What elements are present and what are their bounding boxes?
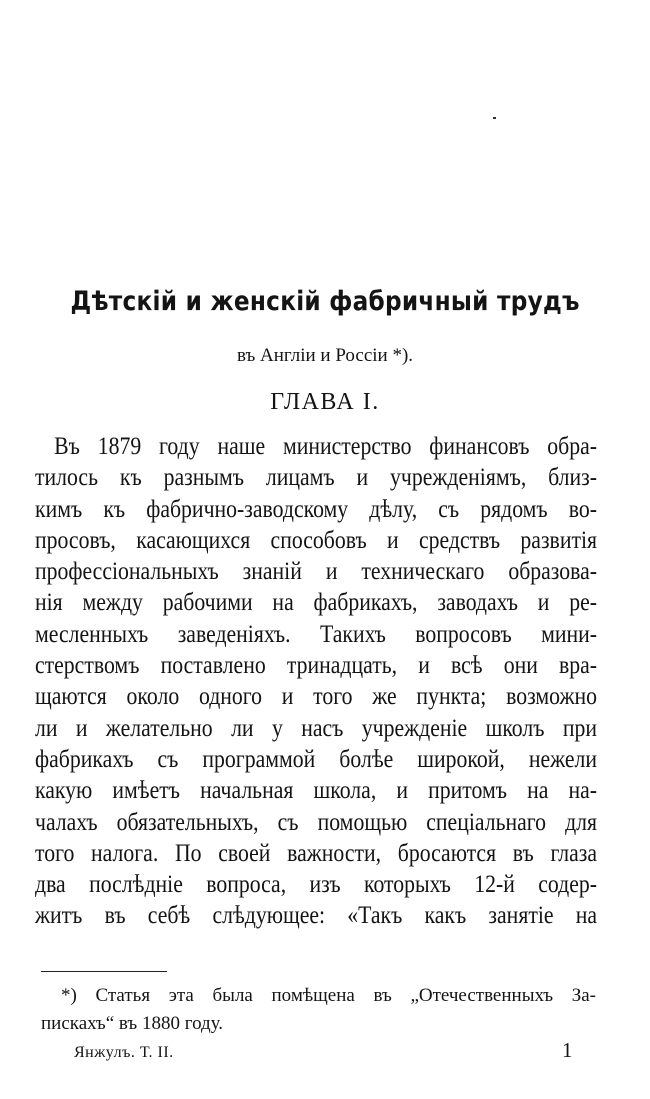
body-line: месленныхъ заведеніяхъ. Такихъ вопросовъ мини-	[35, 620, 598, 648]
footnote-divider	[41, 971, 167, 972]
body-line: житъ въ себѣ слѣдующее: «Такъ какъ занятіе на	[35, 902, 598, 930]
footnote-line: пискахъ“ въ 1880 году.	[41, 1013, 224, 1034]
body-line: щаются около одного и того же пункта; возможно	[35, 683, 598, 711]
footnote-line: *) Статья эта была помѣщена въ „Отечественныхъ За-	[61, 985, 596, 1006]
body-line: два послѣдніе вопроса, изъ которыхъ 12-й содер-	[35, 871, 598, 899]
body-line: чалахъ обязательныхъ, съ помощью спеціальнаго для	[35, 808, 598, 836]
body-line: кимъ къ фабрично-заводскому дѣлу, съ рядомъ во-	[35, 495, 598, 523]
body-line: того налога. По своей важности, бросаются въ глаза	[35, 839, 598, 867]
body-line: просовъ, касающихся способовъ и средствъ развитія	[35, 526, 598, 554]
body-line: Въ 1879 году наше министерство финансовъ обра-	[54, 433, 598, 460]
page-number: 1	[562, 1038, 573, 1062]
article-title: Дѣтскій и женскій фабричный трудъ	[70, 286, 580, 317]
footnote	[41, 982, 596, 1038]
body-line: профессіональныхъ знаній и техническаго образова-	[35, 558, 598, 586]
body-line: тилось къ разнымъ лицамъ и учрежденіямъ, близ-	[35, 464, 598, 492]
body-text	[35, 431, 597, 932]
body-line: нія между рабочими на фабрикахъ, заводахъ и ре-	[35, 589, 598, 617]
body-line: ли и желательно ли у насъ учрежденіе школъ при	[35, 714, 598, 742]
body-line: стерствомъ поставлено тринадцать, и всѣ они вра-	[35, 652, 598, 680]
body-line: какую имѣетъ начальная школа, и притомъ на на-	[35, 777, 598, 805]
chapter-heading: ГЛАВА I.	[270, 389, 380, 415]
printer-signature: Янжулъ. Т. II.	[74, 1044, 174, 1061]
body-line: фабрикахъ съ программой болѣе широкой, нежели	[35, 745, 598, 773]
article-subtitle: въ Англіи и Россіи *).	[236, 345, 414, 366]
print-speck	[493, 117, 496, 119]
